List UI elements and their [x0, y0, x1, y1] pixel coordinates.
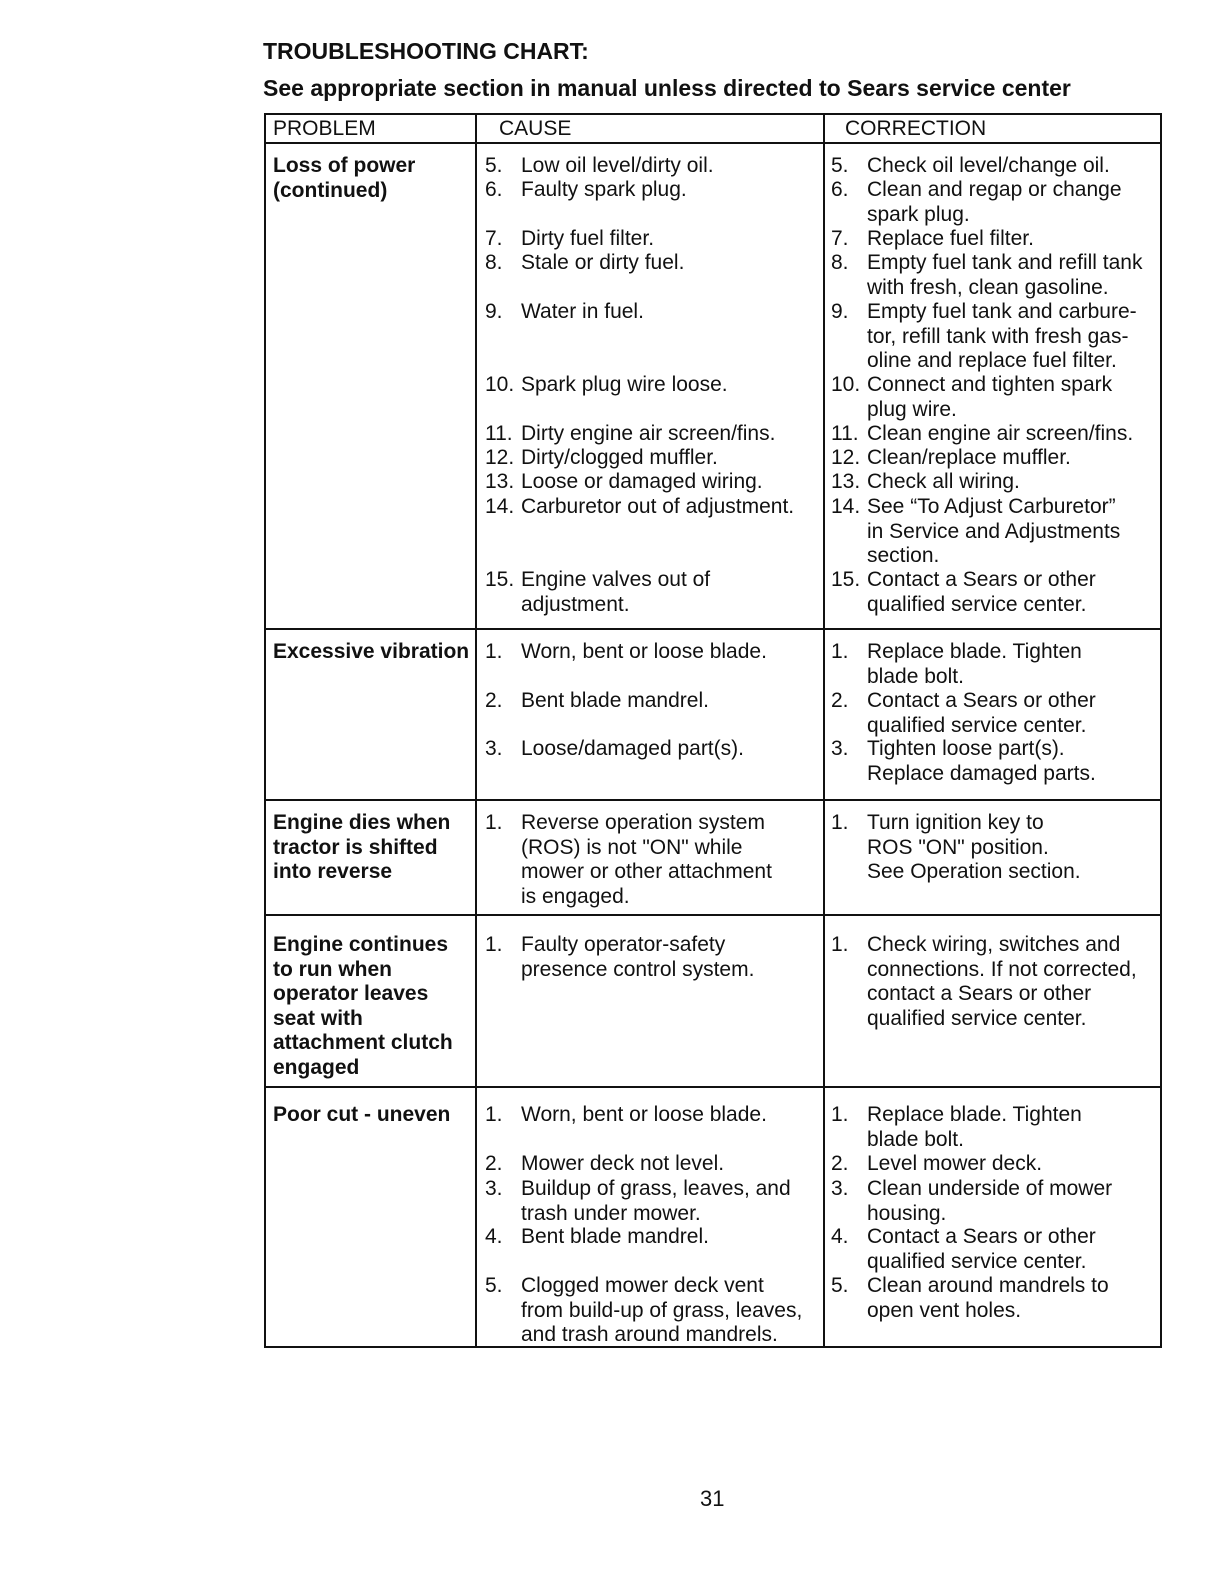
correction-text: Clean engine air screen/fins.: [867, 422, 1134, 445]
cause-number: 6.: [485, 178, 503, 201]
cause-number: 2.: [485, 1152, 503, 1175]
cause-text: Bent blade mandrel.: [521, 689, 709, 712]
correction-number: 8.: [831, 251, 849, 274]
cause-number: 3.: [485, 737, 503, 760]
cause-number: 1.: [485, 1103, 503, 1126]
cause-number: 4.: [485, 1225, 503, 1248]
correction-text: Turn ignition key to ROS "ON" position. See Operation section.: [867, 811, 1081, 883]
cause-number: 9.: [485, 300, 503, 323]
correction-number: 13.: [831, 470, 861, 493]
correction-text: Contact a Sears or other qualified service center.: [867, 568, 1096, 616]
cause-number: 1.: [485, 811, 503, 834]
correction-text: Replace fuel filter.: [867, 227, 1034, 250]
correction-number: 5.: [831, 1274, 849, 1297]
cause-number: 10.: [485, 373, 515, 396]
cause-number: 14.: [485, 495, 515, 518]
correction-number: 9.: [831, 300, 849, 323]
column-header-problem: PROBLEM: [273, 117, 376, 140]
correction-number: 14.: [831, 495, 861, 518]
correction-text: Empty fuel tank and carbure- tor, refill tank with fresh gas- oline and replace fuel filter.: [867, 300, 1137, 372]
correction-text: Level mower deck.: [867, 1152, 1043, 1175]
correction-number: 15.: [831, 568, 861, 591]
correction-text: Clean underside of mower housing.: [867, 1177, 1113, 1225]
correction-number: 12.: [831, 446, 861, 469]
correction-text: Clean around mandrels to open vent holes.: [867, 1274, 1109, 1322]
correction-text: Contact a Sears or other qualified service center.: [867, 689, 1096, 737]
cause-number: 1.: [485, 933, 503, 956]
correction-number: 11.: [831, 422, 859, 445]
column-divider-1: [475, 115, 477, 1346]
cause-number: 5.: [485, 1274, 503, 1297]
column-header-correction: CORRECTION: [845, 117, 987, 140]
cause-number: 5.: [485, 154, 503, 177]
problem-cell: Loss of power (continued): [273, 154, 416, 202]
cause-number: 11.: [485, 422, 513, 445]
correction-number: 1.: [831, 640, 849, 663]
row-divider-1: [266, 628, 1160, 630]
correction-text: Check oil level/change oil.: [867, 154, 1110, 177]
cause-text: Dirty fuel filter.: [521, 227, 655, 250]
correction-text: Check wiring, switches and connections. If not corrected, contact a Sears or other qualified service center.: [867, 933, 1137, 1030]
correction-number: 7.: [831, 227, 849, 250]
cause-number: 15.: [485, 568, 515, 591]
cause-text: Stale or dirty fuel.: [521, 251, 685, 274]
correction-number: 10.: [831, 373, 861, 396]
correction-number: 1.: [831, 933, 849, 956]
correction-number: 5.: [831, 154, 849, 177]
correction-number: 1.: [831, 811, 849, 834]
correction-number: 3.: [831, 1177, 849, 1200]
cause-text: Worn, bent or loose blade.: [521, 640, 767, 663]
cause-text: Reverse operation system (ROS) is not "ON" while mower or other attachment is engaged.: [521, 811, 772, 908]
correction-text: Contact a Sears or other qualified service center.: [867, 1225, 1096, 1273]
cause-number: 8.: [485, 251, 503, 274]
correction-text: Clean/replace muffler.: [867, 446, 1071, 469]
correction-number: 2.: [831, 1152, 849, 1175]
chart-title: TROUBLESHOOTING CHART:: [263, 38, 589, 64]
problem-cell: Poor cut - uneven: [273, 1103, 451, 1126]
correction-text: Empty fuel tank and refill tank with fresh, clean gasoline.: [867, 251, 1143, 299]
cause-number: 13.: [485, 470, 515, 493]
cause-text: Worn, bent or loose blade.: [521, 1103, 767, 1126]
correction-text: Replace blade. Tighten blade bolt.: [867, 640, 1082, 688]
header-divider: [266, 142, 1160, 144]
cause-text: Buildup of grass, leaves, and trash under mower.: [521, 1177, 791, 1225]
cause-text: Loose or damaged wiring.: [521, 470, 763, 493]
troubleshooting-table: [264, 113, 1162, 1348]
column-header-cause: CAUSE: [499, 117, 572, 140]
correction-text: Clean and regap or change spark plug.: [867, 178, 1122, 226]
row-divider-4: [266, 1086, 1160, 1088]
correction-text: Tighten loose part(s). Replace damaged parts.: [867, 737, 1096, 785]
cause-text: Carburetor out of adjustment.: [521, 495, 795, 518]
row-divider-2: [266, 799, 1160, 801]
cause-number: 12.: [485, 446, 515, 469]
correction-number: 1.: [831, 1103, 849, 1126]
cause-text: Faulty operator-safety presence control system.: [521, 933, 755, 981]
row-divider-3: [266, 914, 1160, 916]
problem-cell: Excessive vibration: [273, 640, 470, 663]
cause-text: Dirty engine air screen/fins.: [521, 422, 776, 445]
correction-number: 2.: [831, 689, 849, 712]
cause-text: Dirty/clogged muffler.: [521, 446, 718, 469]
cause-text: Clogged mower deck vent from build-up of grass, leaves, and trash around mandrels.: [521, 1274, 803, 1346]
correction-text: Connect and tighten spark plug wire.: [867, 373, 1113, 421]
correction-text: Check all wiring.: [867, 470, 1020, 493]
cause-number: 3.: [485, 1177, 503, 1200]
cause-text: Loose/damaged part(s).: [521, 737, 744, 760]
correction-text: See “To Adjust Carburetor” in Service and Adjustments section.: [867, 495, 1121, 567]
cause-text: Water in fuel.: [521, 300, 644, 323]
problem-cell: Engine continues to run when operator leaves seat with attachment clutch engaged: [273, 933, 453, 1079]
cause-text: Engine valves out of adjustment.: [521, 568, 711, 616]
cause-text: Bent blade mandrel.: [521, 1225, 709, 1248]
correction-number: 4.: [831, 1225, 849, 1248]
page-number: 31: [700, 1486, 725, 1511]
cause-text: Low oil level/dirty oil.: [521, 154, 714, 177]
cause-number: 1.: [485, 640, 503, 663]
cause-text: Faulty spark plug.: [521, 178, 687, 201]
correction-number: 3.: [831, 737, 849, 760]
column-divider-2: [823, 115, 825, 1346]
problem-cell: Engine dies when tractor is shifted into reverse: [273, 811, 451, 883]
correction-text: Replace blade. Tighten blade bolt.: [867, 1103, 1082, 1151]
chart-subtitle: See appropriate section in manual unless directed to Sears service center: [263, 75, 1071, 101]
cause-number: 7.: [485, 227, 503, 250]
cause-number: 2.: [485, 689, 503, 712]
correction-number: 6.: [831, 178, 849, 201]
cause-text: Mower deck not level.: [521, 1152, 725, 1175]
cause-text: Spark plug wire loose.: [521, 373, 728, 396]
